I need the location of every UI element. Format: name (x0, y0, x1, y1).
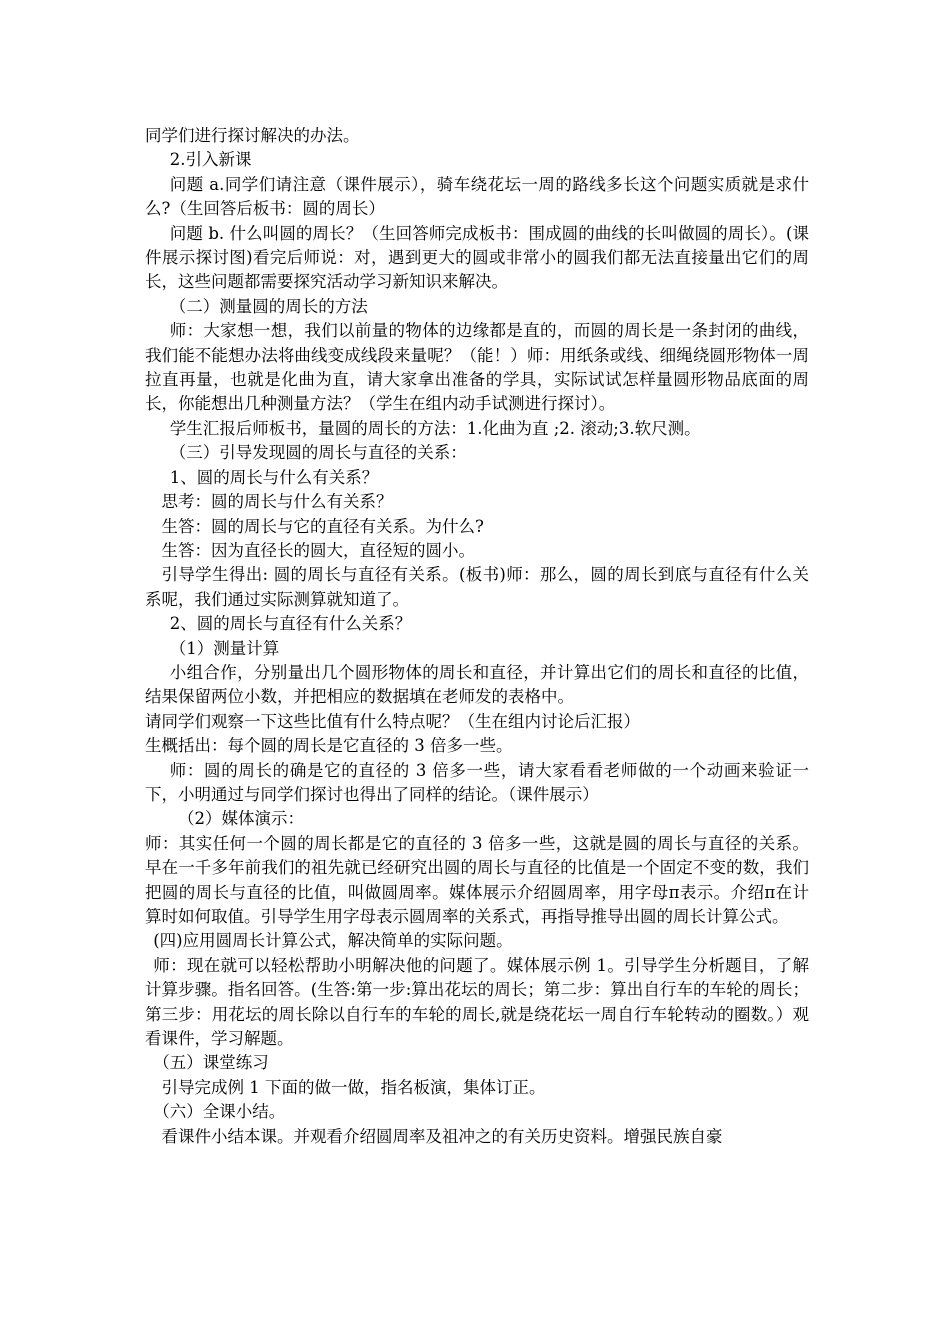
section-heading: （三）引导发现圆的周长与直径的关系： (169, 443, 467, 463)
paragraph: 引导学生得出: 圆的周长与直径有关系。(板书)师：那么，圆的周长到底与直径有什么关系呢，我们通过实际测算就知道了。 (145, 565, 809, 609)
section-heading: 2.引入新课 (169, 150, 252, 170)
paragraph: 生概括出：每个圆的周长是它直径的 3 倍多一些。 (145, 736, 513, 756)
document-body (145, 124, 809, 1149)
paragraph: 生答：因为直径长的圆大，直径短的圆小。 (161, 540, 475, 560)
section-heading: (四)应用圆周长计算公式，解决简单的实际问题。 (153, 931, 513, 951)
paragraph: 思考：圆的周长与什么有关系？ (161, 492, 393, 512)
paragraph: 师：现在就可以轻松帮助小明解决他的问题了。媒体展示例 1。引导学生分析题目，了解计算步骤。指名回答。(生答:第一步:算出花坛的周长；第二步：算出自行车的车轮的周长；第三步：用花坛的周长除以自行车的车轮的周长,就是绕花坛一周自行车轮转动的圈数。）观看课件，学习解题。 (145, 955, 809, 1049)
section-heading: （五）课堂练习 (153, 1053, 269, 1073)
section-heading: （六）全课小结。 (153, 1102, 286, 1122)
section-heading: （2）媒体演示： (178, 809, 304, 829)
paragraph: 生答：圆的周长与它的直径有关系。为什么? (161, 516, 484, 536)
paragraph: 师：大家想一想，我们以前量的物体的边缘都是直的，而圆的周长是一条封闭的曲线，我们能不能想办法将曲线变成线段来量呢？（能！）师：用纸条或线、细绳绕圆形物体一周拉直再量，也就是化曲为直，请大家拿出准备的学具，实际试试怎样量圆形物品底面的周长，你能想出几种测量方法？（学生在组内动手试测进行探讨）。 (145, 321, 809, 414)
paragraph: 引导完成例 1 下面的做一做，指名板演，集体订正。 (161, 1077, 546, 1097)
paragraph: 小组合作，分别量出几个圆形物体的周长和直径，并计算出它们的周长和直径的比值，结果保留两位小数，并把相应的数据填在老师发的表格中。 (145, 662, 809, 707)
section-heading: 1、圆的周长与什么有关系？ (169, 467, 379, 487)
section-heading: （1）测量计算 (169, 638, 280, 658)
section-heading: （二）测量圆的周长的方法 (169, 296, 368, 316)
paragraph: 学生汇报后师板书，量圆的周长的方法：1.化曲为直 ;2. 滚动;3.软尺测。 (169, 418, 701, 438)
paragraph: 问题 a.同学们请注意（课件展示），骑车绕花坛一周的路线多长这个问题实质就是求什么?（生回答后板书：圆的周长） (145, 174, 809, 219)
paragraph: 请同学们观察一下这些比值有什么特点呢？（生在组内讨论后汇报） (145, 711, 640, 731)
paragraph: 同学们进行探讨解决的办法。 (145, 126, 360, 145)
paragraph: 问题 b. 什么叫圆的周长？（生回答师完成板书：围成圆的曲线的长叫做圆的周长）。(课件展示探讨图)看完后师说：对，遇到更大的圆或非常小的圆我们都无法直接量出它们的周长，这些问题都需要探究活动学习新知识来解决。 (145, 223, 809, 292)
paragraph: 师：圆的周长的确是它的直径的 3 倍多一些，请大家看看老师做的一个动画来验证一下，小明通过与同学们探讨也得出了同样的结论。（课件展示） (145, 760, 809, 804)
section-heading: 2、圆的周长与直径有什么关系？ (169, 614, 412, 634)
paragraph: 师：其实任何一个圆的周长都是它的直径的 3 倍多一些，这就是圆的周长与直径的关系。 早在一千多年前我们的祖先就已经研究出圆的周长与直径的比值是一个固定不变的数，我们把圆的周长与直径的比值，叫做圆周率。媒体展示介绍圆周率，用字母π表示。介绍π在计算时如何取值。引导学生用字母表示圆周率的关系式，再指导推导出圆的周长计算公式。 (145, 833, 809, 926)
paragraph: 看课件小结本课。并观看介绍圆周率及祖冲之的有关历史资料。增强民族自豪 (161, 1126, 723, 1146)
